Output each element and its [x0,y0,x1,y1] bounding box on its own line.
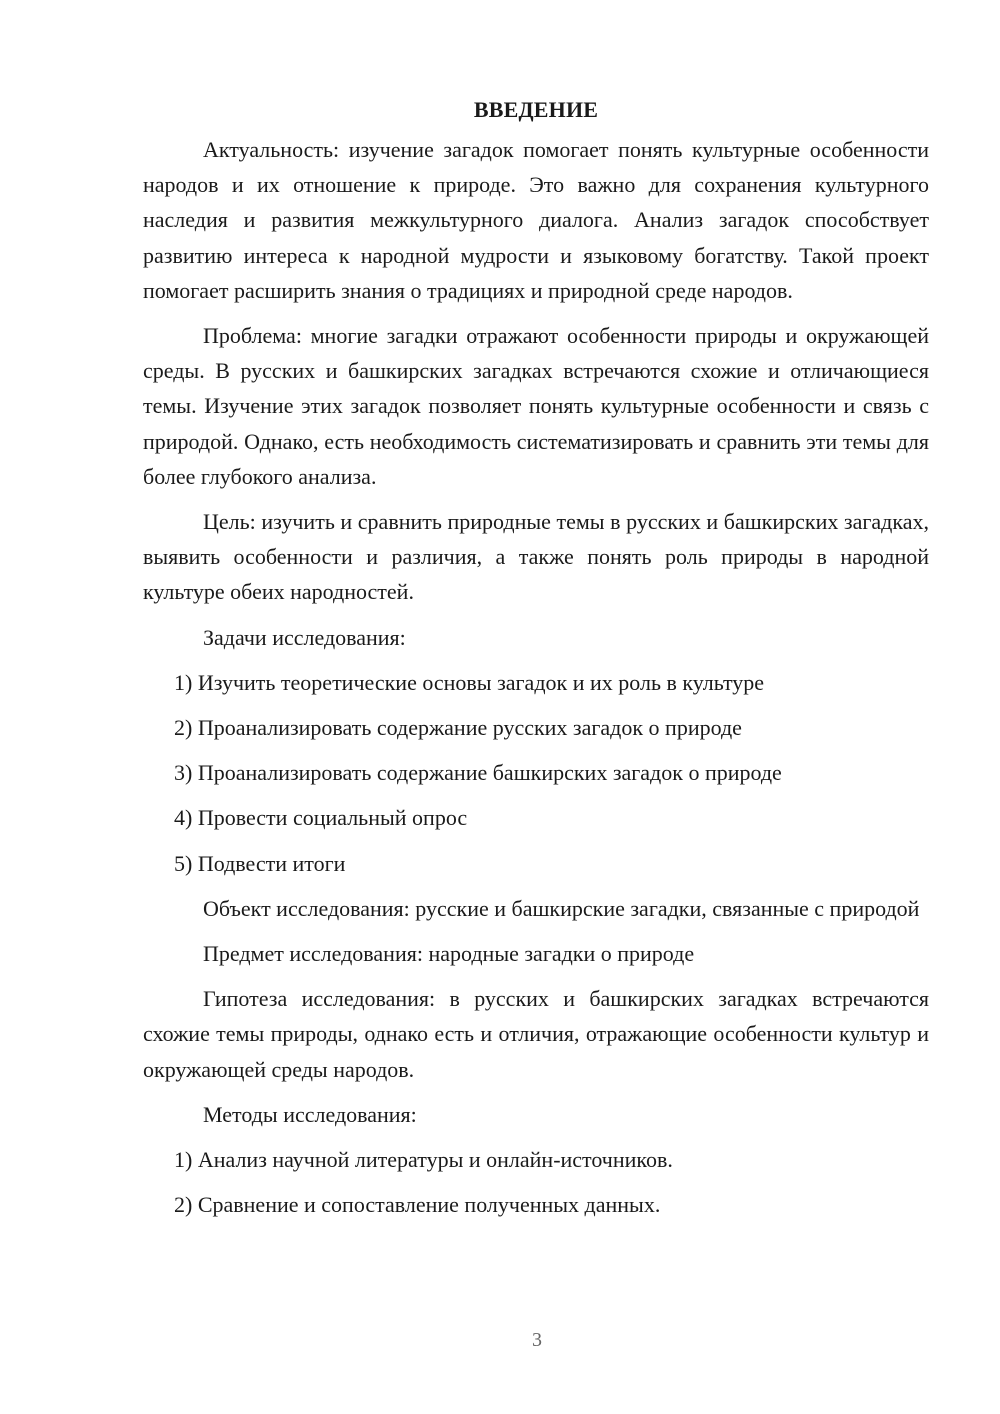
object-paragraph: Объект исследования: русские и башкирские загадки, связанные с природой [203,895,920,921]
page-number: 3 [532,1329,542,1351]
task-item-5: 5) Подвести итоги [174,850,346,876]
method-item-1: 1) Анализ научной литературы и онлайн-источников. [174,1147,673,1173]
hypothesis-paragraph: Гипотеза исследования: в русских и башкирских загадках встречаются схожие темы природы, однако есть и отличия, отражающие особенности культур и окружающей среды народов. [143,986,929,1082]
problem-paragraph: Проблема: многие загадки отражают особенности природы и окружающей среды. В русских и башкирских загадках встречаются схожие и отличающиеся темы. Изучение этих загадок позволяет понять культурные особенности и связь с природой. Однако, есть необходимость систематизировать и сравнить эти темы для более глубокого анализа. [143,323,929,489]
goal-paragraph: Цель: изучить и сравнить природные темы в русских и башкирских загадках, выявить особенности и различия, а также понять роль природы в народной культуре обеих народностей. [143,509,929,605]
tasks-heading: Задачи исследования: [203,624,406,650]
relevance-paragraph: Актуальность: изучение загадок помогает понять культурные особенности народов и их отношение к природе. Это важно для сохранения культурного наследия и развития межкультурного диалога. Анализ загадок способствует развитию интереса к народной мудрости и языковому богатству. Такой проект помогает расширить знания о традициях и природной среде народов. [143,137,929,303]
task-item-3: 3) Проанализировать содержание башкирских загадок о природе [174,760,782,786]
methods-heading: Методы исследования: [203,1101,417,1127]
task-item-1: 1) Изучить теоретические основы загадок и их роль в культуре [174,669,765,695]
page-title: ВВЕДЕНИЕ [473,97,599,122]
task-item-2: 2) Проанализировать содержание русских загадок о природе [174,715,742,741]
task-item-4: 4) Провести социальный опрос [174,805,468,831]
page-content [143,92,929,1232]
subject-paragraph: Предмет исследования: народные загадки о природе [203,941,695,967]
method-item-2: 2) Сравнение и сопоставление полученных данных. [174,1192,661,1218]
